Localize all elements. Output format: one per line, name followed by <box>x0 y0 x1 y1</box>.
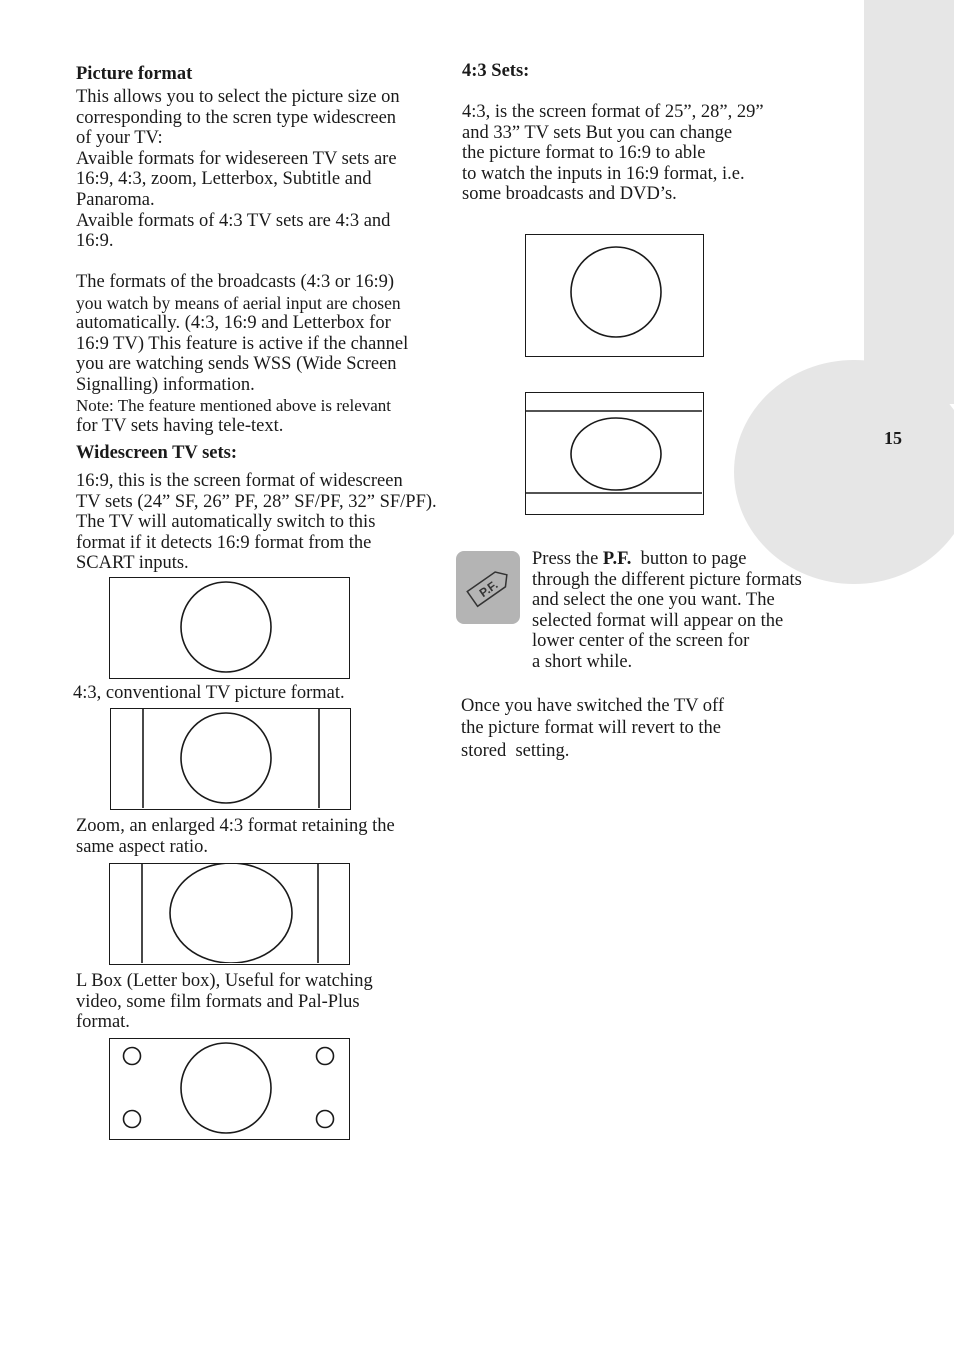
caption-4-3: 4:3, conventional TV picture format. <box>73 683 345 703</box>
letterbox-graphic <box>110 1039 348 1138</box>
text-line: Once you have switched the TV off <box>461 696 725 716</box>
side-tab <box>864 0 954 404</box>
text-line: 16:9. <box>76 231 114 252</box>
text-line <box>532 549 802 570</box>
pf-icon-label: P.F. <box>476 577 501 601</box>
text-line: 4:3, is the screen format of 25”, 28”, 29” <box>462 102 764 122</box>
section-title-picture-format: Picture format <box>76 64 193 84</box>
text-line: some broadcasts and DVD’s. <box>462 184 677 205</box>
text-line: 16:9, this is the screen format of widescreen <box>76 471 403 491</box>
broadcast-paragraph <box>76 272 408 437</box>
pf-button-icon <box>456 551 520 624</box>
press-prefix: Press the <box>532 549 603 569</box>
heading-4-3-sets: 4:3 Sets: <box>462 61 530 81</box>
pf-key-name: P.F. <box>602 549 632 569</box>
text-line: SCART inputs. <box>76 553 189 574</box>
page-number: 15 <box>884 428 902 448</box>
text-line: for TV sets having tele-text. <box>76 416 284 437</box>
text-line: to watch the inputs in 16:9 format, i.e. <box>462 163 745 184</box>
text-line: format. <box>76 1012 130 1033</box>
circle-graphic <box>526 235 702 355</box>
text-line: automatically. (4:3, 16:9 and Letterbox for <box>76 313 391 334</box>
letterbox-bars-graphic <box>526 393 702 513</box>
letterbox-paragraph <box>76 971 373 1033</box>
zoom-paragraph <box>76 816 395 857</box>
revert-paragraph <box>461 695 724 762</box>
text-line: you are watching sends WSS (Wide Screen <box>76 354 397 375</box>
text-line: you watch by means of aerial input are chosen <box>76 292 401 313</box>
text-line: Avaible formats for widesereen TV sets are <box>76 148 397 169</box>
format-4-3-diagram <box>110 708 351 810</box>
press-pf-paragraph <box>532 549 802 673</box>
text-line: and select the one you want. The <box>532 590 775 611</box>
text-line: TV sets (24” SF, 26” PF, 28” SF/PF, 32” SF/PF). <box>76 491 437 512</box>
widescreen-heading: Widescreen TV sets: <box>76 443 238 463</box>
intro-paragraph <box>76 87 400 252</box>
text-line: the picture format will revert to the <box>461 718 721 739</box>
text-line: same aspect ratio. <box>76 836 209 857</box>
text-line: the picture format to 16:9 to able <box>462 143 706 164</box>
text-line: This allows you to select the picture size on <box>76 87 400 107</box>
text-line: 16:9, 4:3, zoom, Letterbox, Subtitle and <box>76 169 372 190</box>
text-line: of your TV: <box>76 128 163 149</box>
set-4-3-diagram <box>525 234 704 357</box>
text-line: Note: The feature mentioned above is relevant <box>76 395 392 415</box>
text-line: Signalling) information. <box>76 374 255 395</box>
text-line: Zoom, an enlarged 4:3 format retaining the <box>76 816 395 836</box>
text-line: stored setting. <box>461 740 570 761</box>
text-line: format if it detects 16:9 format from the <box>76 532 372 553</box>
format-letterbox-diagram <box>109 1038 350 1140</box>
sets-4-3-paragraph <box>462 102 764 205</box>
text-line: corresponding to the scren type widescreen <box>76 107 397 128</box>
set-16-9-diagram <box>525 392 704 515</box>
format-zoom-diagram <box>109 863 350 965</box>
pillarbox-graphic <box>111 709 349 808</box>
text-line: lower center of the screen for <box>532 631 750 652</box>
text-line: Avaible formats of 4:3 TV sets are 4:3 and <box>76 210 391 231</box>
text-line: The TV will automatically switch to this <box>76 512 376 533</box>
format-16-9-diagram <box>109 577 350 679</box>
text-line: 16:9 TV) This feature is active if the channel <box>76 333 409 354</box>
zoom-graphic <box>110 864 348 963</box>
pf-tag-graphic <box>456 551 520 624</box>
circle-graphic <box>110 578 348 677</box>
text-line: video, some film formats and Pal-Plus <box>76 991 360 1012</box>
text-line: a short while. <box>532 651 633 672</box>
text-line: L Box (Letter box), Useful for watching <box>76 971 373 991</box>
widescreen-paragraph <box>76 471 437 574</box>
text-line: selected format will appear on the <box>532 610 784 631</box>
text-line: The formats of the broadcasts (4:3 or 16:9) <box>76 272 395 292</box>
text-line: Panaroma. <box>76 189 155 210</box>
text-line: and 33” TV sets But you can change <box>462 122 733 143</box>
press-suffix: button to page <box>631 549 747 569</box>
text-line: through the different picture formats <box>532 569 802 590</box>
